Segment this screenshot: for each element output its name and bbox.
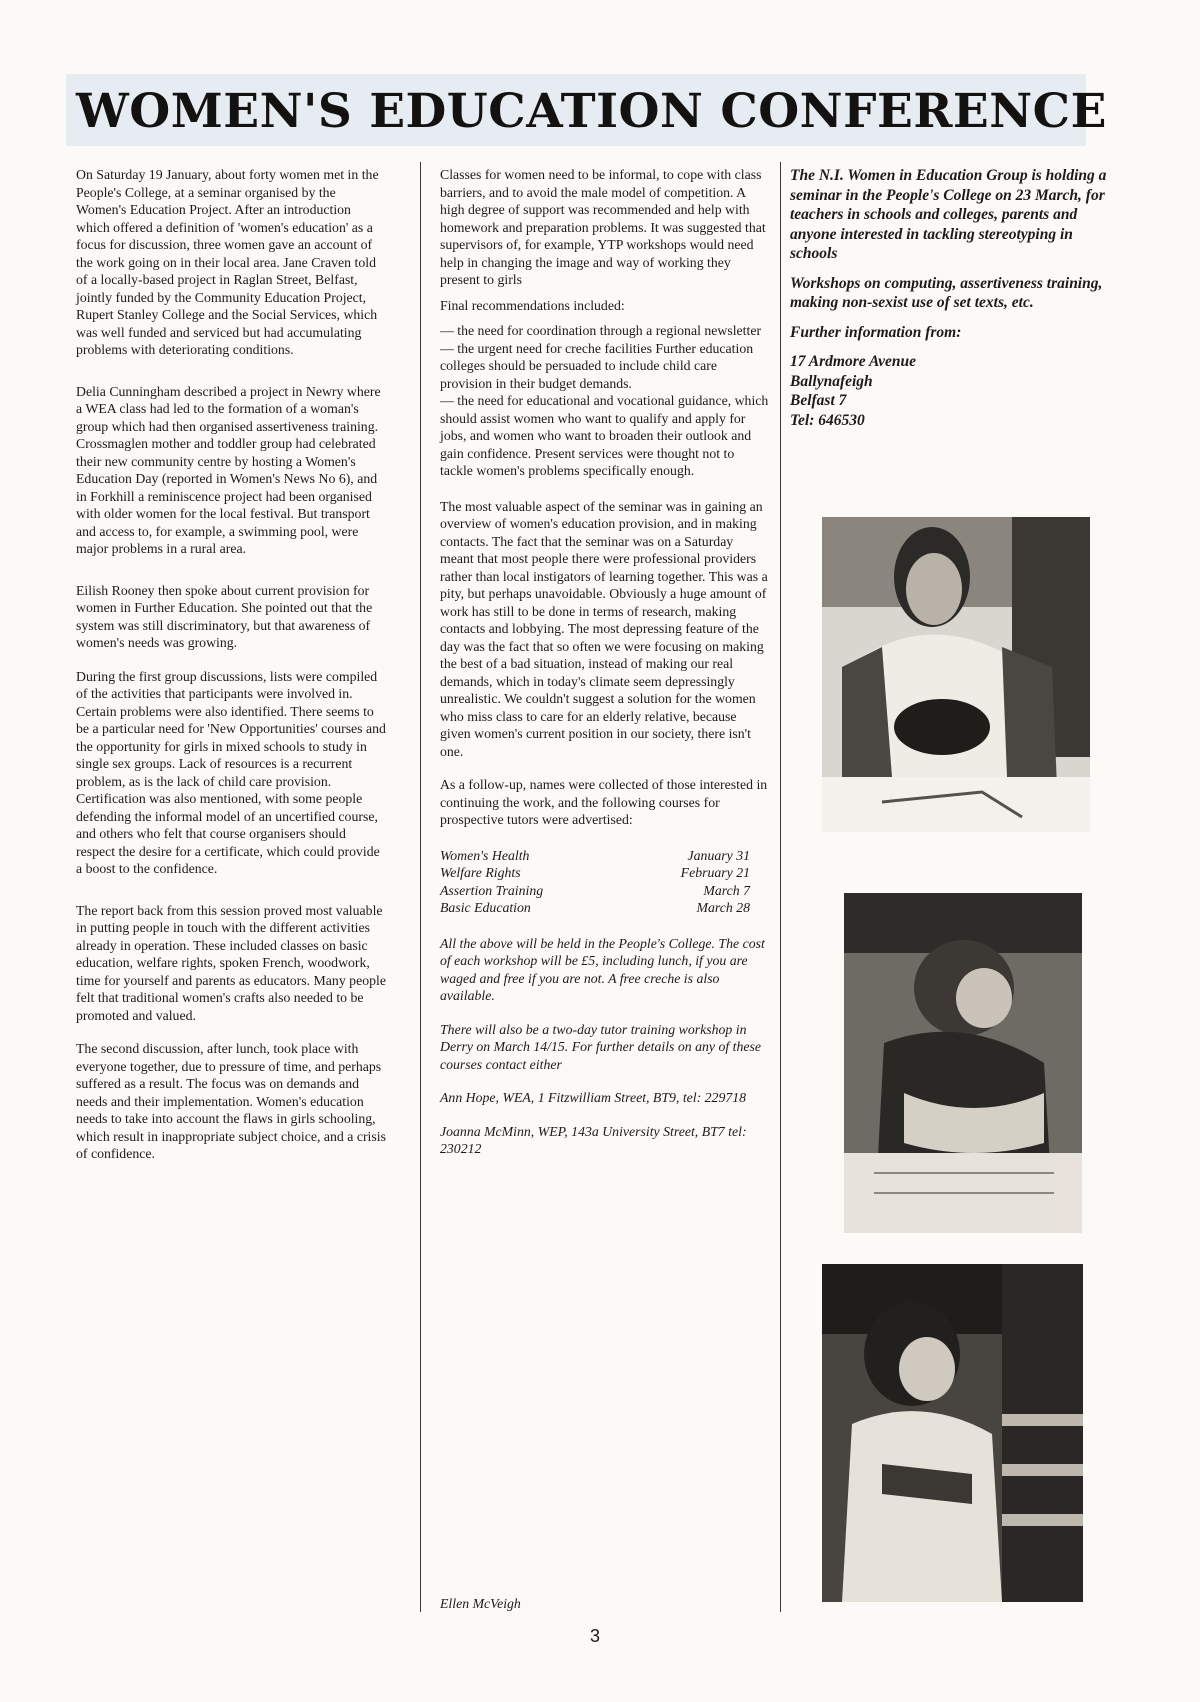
paragraph: Classes for women need to be informal, to cope with class barriers, and to avoid the male model of competition. A high degree of support was recommended and help with homework and preparation problems. It was suggested that supervisors of, for example, YTP workshops would need help in changing the image and way of working they present to girls — [440, 167, 766, 287]
address-line: Tel: 646530 — [790, 411, 865, 429]
paragraph: Eilish Rooney then spoke about current provision for women in Further Education. She pointed out that the system was still discriminatory, but that awareness of women's needs was growing. — [76, 582, 373, 650]
paragraph: The report back from this session proved most valuable in putting people in touch with the different activities already in operation. These included classes on basic education, welfare rights, spoken French, woodwork, time for yourself and parents as educators. Many people felt that traditional women's crafts also needed to be promoted and valued. — [76, 902, 386, 1023]
column-1 — [76, 166, 388, 1179]
course-row — [440, 899, 750, 917]
list-item: — the urgent need for creche facilities Further education colleges should be persuaded to include child care provision in their budget demands. — [440, 340, 754, 391]
paragraph: As a follow-up, names were collected of those interested in continuing the work, and the following courses for prospective tutors were advertised: — [440, 777, 768, 827]
photo-woodwork — [822, 517, 1090, 832]
course-row — [440, 847, 750, 865]
recommendations-list — [440, 322, 770, 480]
seminar-notice — [790, 166, 1120, 430]
paragraph: The most valuable aspect of the seminar was in gaining an overview of women's education provision, and in making contacts. The fact that the seminar was on a Saturday meant that most people there were professional providers rather than local instigators of learning together. This was a pity, but perhaps unavoidable. Obviously a huge amount of work has still to be done in terms of research, making contacts and lobbying. The most depressing feature of the day was the fact that so often we were focusing on making the best of a bad situation, instead of making our real demands, which in today's climate seem depressingly unrealistic. We couldn't suggest a solution for the women who miss class to care for an elderly relative, because given women's current position in our society, there isn't one. — [440, 498, 768, 759]
paragraph: The second discussion, after lunch, took place with everyone together, due to pressure of time, and perhaps suffered as a result. The focus was on demands and needs and their implementation. Women's education needs to take into account the flaws in girls schooling, which result in inappropriate subject choice, and a crisis of confidence. — [76, 1041, 386, 1161]
notice-workshops: Workshops on computing, assertiveness training, making non-sexist use of set texts, etc. — [790, 274, 1103, 311]
course-row — [440, 882, 750, 900]
course-date: January 31 — [687, 847, 750, 863]
list-item: — the need for educational and vocational guidance, which should assist women who want to qualify and apply for jobs, and women who want to broaden their outlook and gain confidence. Present services were thought not to tackle women's problems specifically enough. — [440, 393, 769, 478]
course-date: February 21 — [680, 865, 750, 880]
paragraph: Delia Cunningham described a project in Newry where a WEA class had led to the formation of a woman's group which had then organised assertiveness training. Crossmaglen mother and toddler group had celebrated their new community centre by hosting a Women's Education Day (reported in Women's News No 6), and in Forkhill a reminiscence project had been organised with older women for the local festival. But transport and access to, for example, a swimming pool, were major problems in a rural area. — [76, 383, 381, 556]
paragraph: During the first group discussions, lists were compiled of the activities that participants were involved in. Certain problems were also identified. There seems to be a particular need for 'New Opportunities' courses and the opportunity for girls in mixed schools to study in single sex groups. Lack of resources is a recurrent problem, as is the lack of child care provision. Certification was also mentioned, with some people defending the informal model of an uncertified course, and others who felt that course organisers should respect the desire for a certificate, which could provide a boost to the confidence. — [76, 668, 386, 876]
address-line: Ballynafeigh — [790, 372, 873, 390]
page-title: WOMEN'S EDUCATION CONFERENCE — [76, 84, 1107, 139]
list-item: — the need for coordination through a regional newsletter — [440, 323, 762, 338]
course-row — [440, 864, 750, 882]
column-divider — [780, 162, 781, 1612]
course-list — [440, 847, 770, 917]
column-2 — [440, 166, 770, 1174]
course-name: Basic Education — [440, 900, 531, 915]
page-number: 3 — [590, 1626, 601, 1646]
course-date: March 7 — [703, 882, 750, 898]
training-note: There will also be a two-day tutor training workshop in Derry on March 14/15. For further details on any of these courses contact either — [440, 1021, 761, 1072]
photo-woman-reading — [822, 1264, 1083, 1602]
course-name: Welfare Rights — [440, 865, 521, 880]
address-line: 17 Ardmore Avenue — [790, 353, 917, 370]
paragraph: On Saturday 19 January, about forty women met in the People's College, at a seminar organised by the Women's Education Project. After an introduction which offered a definition of 'women's education' as a focus for discussion, three women gave an account of the work going on in their local area. Jane Craven told of a locally-based project in Raglan Street, Belfast, jointly funded by the Community Education Project, Rupert Stanley College and the Social Services, which was well funded and serviced but had accumulating problems with deteriorating conditions. — [76, 167, 379, 357]
notice-info: Further information from: — [790, 323, 962, 341]
course-name: Women's Health — [440, 847, 530, 863]
notice-text: The N.I. Women in Education Group is holding a seminar in the People's College on 23 March, for teachers in schools and colleges, parents and anyone interested in tackling stereotyping in schools — [790, 167, 1107, 262]
column-divider — [420, 162, 421, 1612]
photo-student — [844, 893, 1082, 1233]
author-signature: Ellen McVeigh — [440, 1596, 521, 1611]
contact-address — [790, 352, 1120, 430]
course-date: March 28 — [696, 900, 750, 915]
recommendations-heading: Final recommendations included: — [440, 297, 625, 313]
contact: Ann Hope, WEA, 1 Fitzwilliam Street, BT9, tel: 229718 — [440, 1090, 747, 1105]
course-name: Assertion Training — [440, 882, 544, 898]
address-line: Belfast 7 — [790, 392, 847, 409]
venue-note: All the above will be held in the People's College. The cost of each workshop will be £5, including lunch, if you are waged and free if you are not. A free creche is also available. — [440, 935, 765, 1003]
contact: Joanna McMinn, WEP, 143a University Street, BT7 tel: 230212 — [440, 1123, 747, 1156]
column-3 — [790, 166, 1120, 430]
